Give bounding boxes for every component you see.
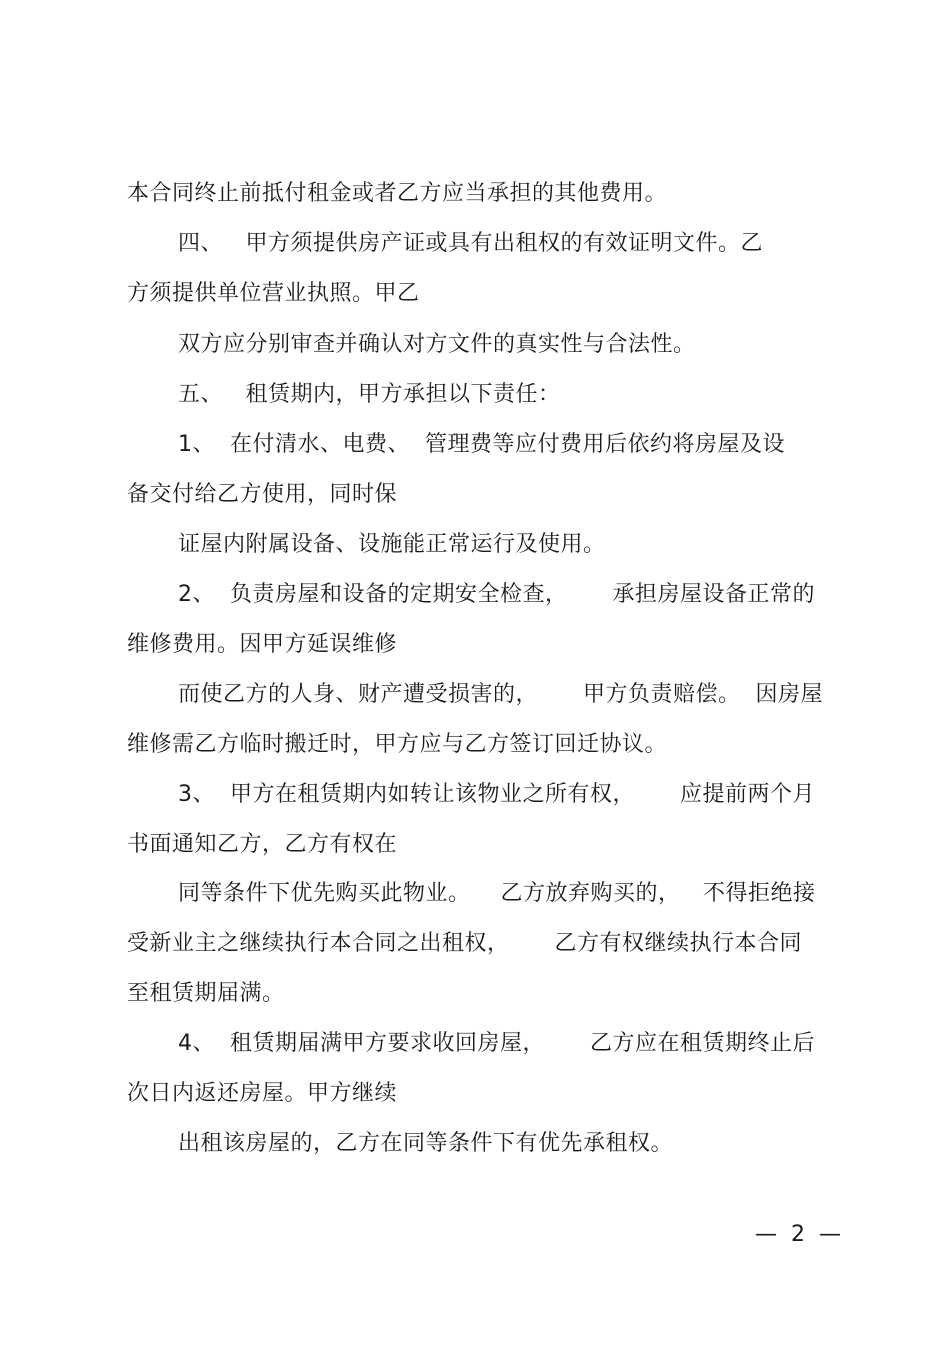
text-line: 备交付给乙方使用，同时保	[127, 482, 398, 507]
text-line: 双方应分别审查并确认对方文件的真实性与合法性。	[178, 332, 696, 357]
text-line: 4、 租赁期届满甲方要求收回房屋， 乙方应在租赁期终止后	[178, 1031, 815, 1056]
text-line: 本合同终止前抵付租金或者乙方应当承担的其他费用。	[127, 181, 668, 206]
text-line: 1、 在付清水、电费、 管理费等应付费用后依约将房屋及设	[178, 432, 785, 457]
text-line: 2、 负责房屋和设备的定期安全检查， 承担房屋设备正常的	[178, 582, 815, 607]
text-line: 五、 租赁期内，甲方承担以下责任：	[178, 382, 561, 407]
text-line: 维修需乙方临时搬迁时，甲方应与乙方签订回迁协议。	[127, 732, 668, 757]
text-line: 证屋内附属设备、设施能正常运行及使用。	[178, 532, 606, 557]
text-line: 而使乙方的人身、财产遭受损害的， 甲方负责赔偿。 因房屋	[178, 682, 823, 707]
text-line: 次日内返还房屋。甲方继续	[127, 1081, 398, 1106]
page-number: — 2 —	[755, 1222, 841, 1247]
text-line: 方须提供单位营业执照。甲乙	[127, 281, 420, 306]
text-line: 至租赁期届满。	[127, 981, 285, 1006]
text-line: 同等条件下优先购买此物业。 乙方放弃购买的， 不得拒绝接	[178, 881, 816, 906]
text-line: 受新业主之继续执行本合同之出租权， 乙方有权继续执行本合同	[127, 931, 802, 956]
text-line: 出租该房屋的，乙方在同等条件下有优先承租权。	[178, 1131, 674, 1156]
text-line: 维修费用。因甲方延误维修	[127, 632, 398, 657]
text-line: 书面通知乙方，乙方有权在	[127, 832, 398, 857]
text-line: 四、 甲方须提供房产证或具有出租权的有效证明文件。乙	[178, 231, 763, 256]
text-line: 3、 甲方在租赁期内如转让该物业之所有权， 应提前两个月	[178, 782, 815, 807]
